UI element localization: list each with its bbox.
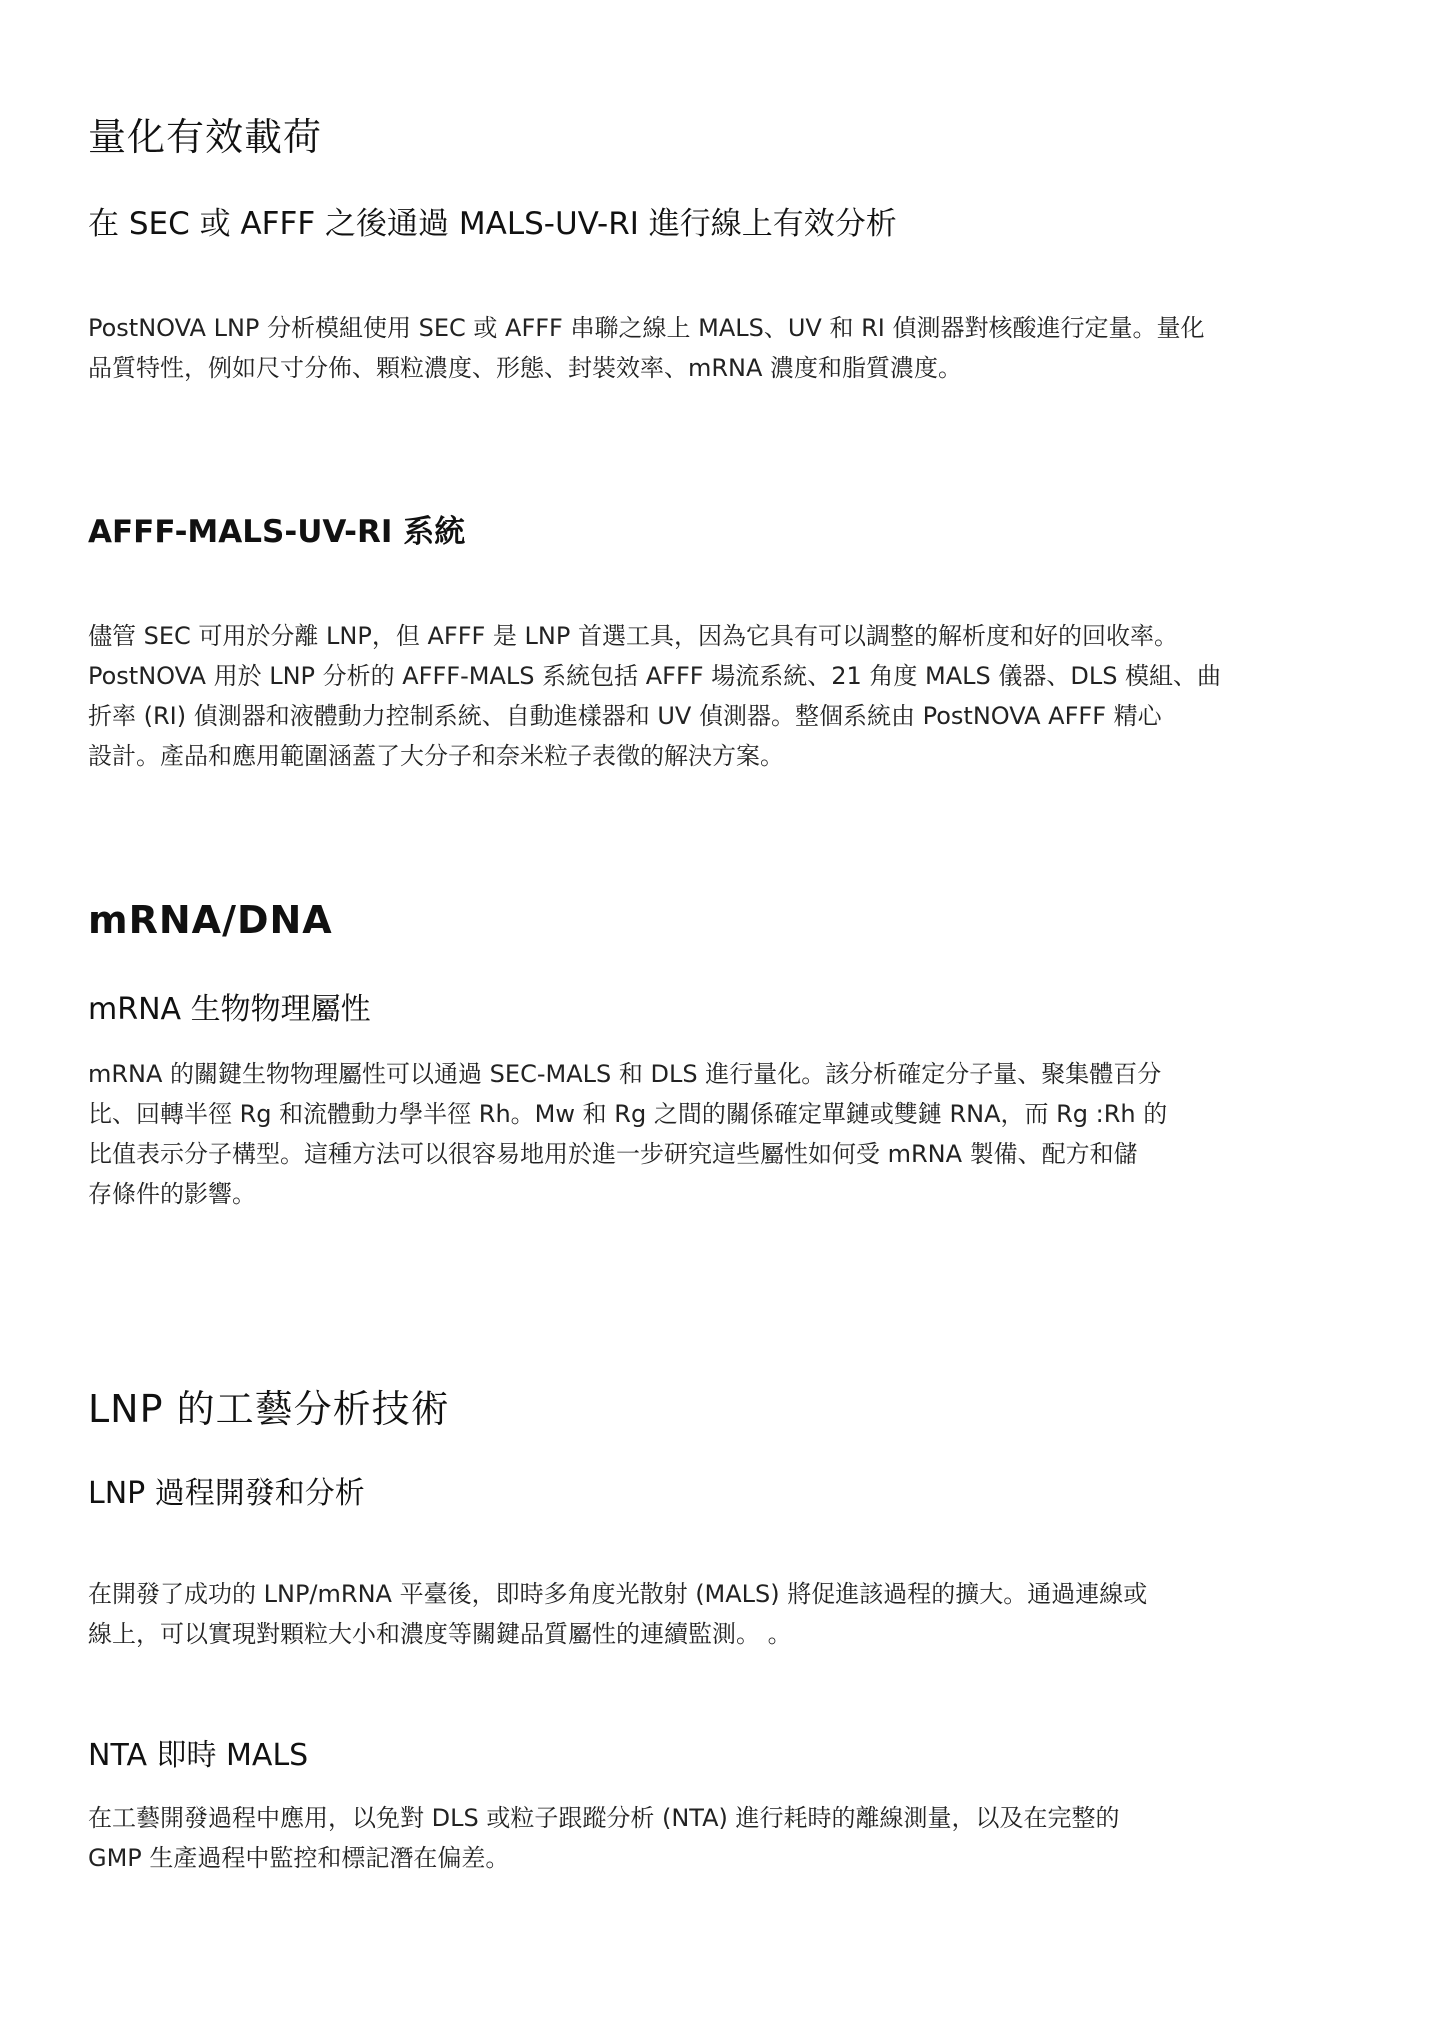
paragraph-mrna-properties	[88, 1054, 1167, 1214]
heading-afff-system: AFFF-MALS-UV-RI 系統	[88, 514, 466, 550]
paragraph-afff-system	[88, 616, 1221, 776]
paragraph-line: 折率 (RI) 偵測器和液體動力控制系統、自動進樣器和 UV 偵測器。整個系統由 PostNOVA AFFF 精心	[88, 702, 1162, 730]
section-subtitle-mrna-properties: mRNA 生物物理屬性	[88, 992, 371, 1027]
section-title-quantify-payload: 量化有效載荷	[88, 115, 323, 159]
paragraph-nta-mals	[88, 1798, 1120, 1878]
heading-nta-mals: NTA 即時 MALS	[88, 1738, 309, 1773]
paragraph-line: mRNA 的關鍵生物物理屬性可以通過 SEC-MALS 和 DLS 進行量化。該分析確定分子量、聚集體百分	[88, 1060, 1162, 1088]
section-subtitle-lnp-development: LNP 過程開發和分析	[88, 1476, 365, 1511]
paragraph-line: 設計。產品和應用範圍涵蓋了大分子和奈米粒子表徵的解決方案。	[88, 742, 784, 770]
paragraph-line: 在開發了成功的 LNP/mRNA 平臺後，即時多角度光散射 (MALS) 將促進該過程的擴大。通過連線或	[88, 1580, 1148, 1608]
paragraph-lnp-development	[88, 1574, 1147, 1654]
paragraph-line: 品質特性，例如尺寸分佈、顆粒濃度、形態、封裝效率、mRNA 濃度和脂質濃度。	[88, 354, 963, 382]
paragraph-line: 比值表示分子構型。這種方法可以很容易地用於進一步研究這些屬性如何受 mRNA 製備、配方和儲	[88, 1140, 1138, 1168]
section-subtitle-online-analysis: 在 SEC 或 AFFF 之後通過 MALS-UV-RI 進行線上有效分析	[88, 206, 897, 242]
paragraph-line: PostNOVA LNP 分析模組使用 SEC 或 AFFF 串聯之線上 MALS、UV 和 RI 偵測器對核酸進行定量。量化	[88, 314, 1205, 342]
paragraph-line: 儘管 SEC 可用於分離 LNP，但 AFFF 是 LNP 首選工具，因為它具有可以調整的解析度和好的回收率。	[88, 622, 1178, 650]
section-title-lnp-process: LNP 的工藝分析技術	[88, 1387, 450, 1431]
section-title-mrna-dna: mRNA/DNA	[88, 898, 333, 942]
paragraph-line: 比、回轉半徑 Rg 和流體動力學半徑 Rh。Mw 和 Rg 之間的關係確定單鏈或雙鏈 RNA，而 Rg :Rh 的	[88, 1100, 1168, 1128]
paragraph-line: PostNOVA 用於 LNP 分析的 AFFF-MALS 系統包括 AFFF 場流系統、21 角度 MALS 儀器、DLS 模組、曲	[88, 662, 1222, 690]
paragraph-line: 線上，可以實現對顆粒大小和濃度等關鍵品質屬性的連續監測。 。	[88, 1620, 792, 1648]
paragraph-line: GMP 生產過程中監控和標記潛在偏差。	[88, 1844, 510, 1872]
paragraph-lnp-module	[88, 308, 1204, 388]
paragraph-line: 在工藝開發過程中應用，以免對 DLS 或粒子跟蹤分析 (NTA) 進行耗時的離線測量，以及在完整的	[88, 1804, 1120, 1832]
paragraph-line: 存條件的影響。	[88, 1180, 256, 1208]
